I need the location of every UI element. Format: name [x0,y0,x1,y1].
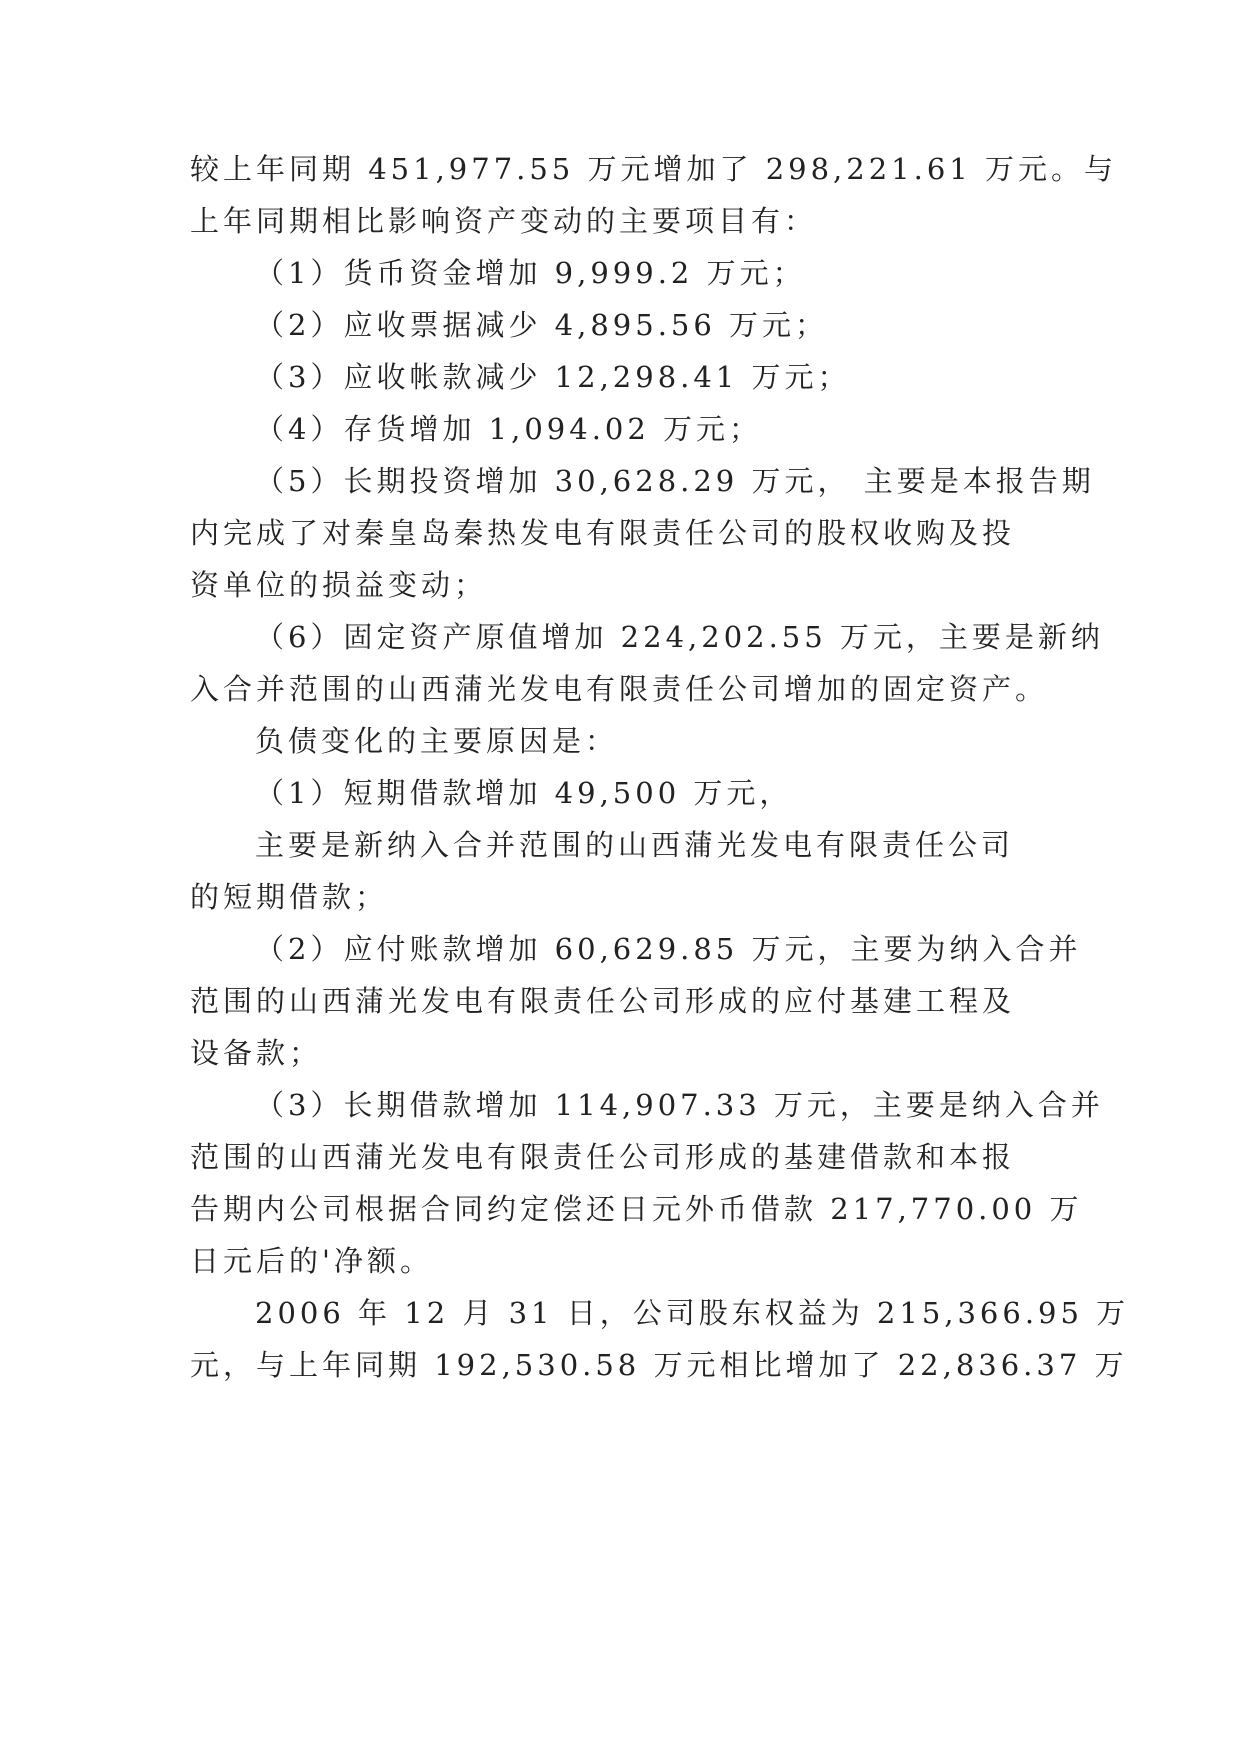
text-line: 内完成了对秦皇岛秦热发电有限责任公司的股权收购及投 [190,516,1016,550]
text-line: 的短期借款； [190,880,389,914]
text-line: 主要是新纳入合并范围的山西蒲光发电有限责任公司 [255,828,1015,862]
text-line: 设备款； [190,1036,323,1070]
text-line: 上年同期相比影响资产变动的主要项目有： [190,204,818,238]
text-line: （3）应收帐款减少 12,298.41 万元； [255,360,851,394]
text-line: （6）固定资产原值增加 224,202.55 万元，主要是新纳 [255,620,1104,654]
text-line: 资单位的损益变动； [190,568,488,602]
text-line: 日元后的'净额。 [190,1244,433,1278]
text-line: 范围的山西蒲光发电有限责任公司形成的应付基建工程及 [190,984,1016,1018]
text-line: 2006 年 12 月 31 日，公司股东权益为 215,366.95 万 [255,1296,1130,1330]
text-line: 较上年同期 451,977.55 万元增加了 298,221.61 万元。与 [190,152,1117,186]
text-line: 入合并范围的山西蒲光发电有限责任公司增加的固定资产。 [190,672,1049,706]
text-line: （2）应付账款增加 60,629.85 万元，主要为纳入合并 [255,932,1082,966]
text-line: 告期内公司根据合同约定偿还日元外币借款 217,770.00 万 [190,1192,1083,1226]
text-line: （3）长期借款增加 114,907.33 万元，主要是纳入合并 [255,1088,1104,1122]
text-line: 负债变化的主要原因是： [255,724,619,758]
text-line: （1）货币资金增加 9,999.2 万元； [255,256,806,290]
text-line: （5）长期投资增加 30,628.29 万元， 主要是本报告期 [255,464,1095,498]
text-line: （2）应收票据减少 4,895.56 万元； [255,308,829,342]
text-line: （1）短期借款增加 49,500 万元， [255,776,793,810]
text-line: （4）存货增加 1,094.02 万元； [255,412,763,446]
text-line: 元，与上年同期 192,530.58 万元相比增加了 22,836.37 万 [190,1348,1128,1382]
text-line: 范围的山西蒲光发电有限责任公司形成的基建借款和本报 [190,1140,1016,1174]
